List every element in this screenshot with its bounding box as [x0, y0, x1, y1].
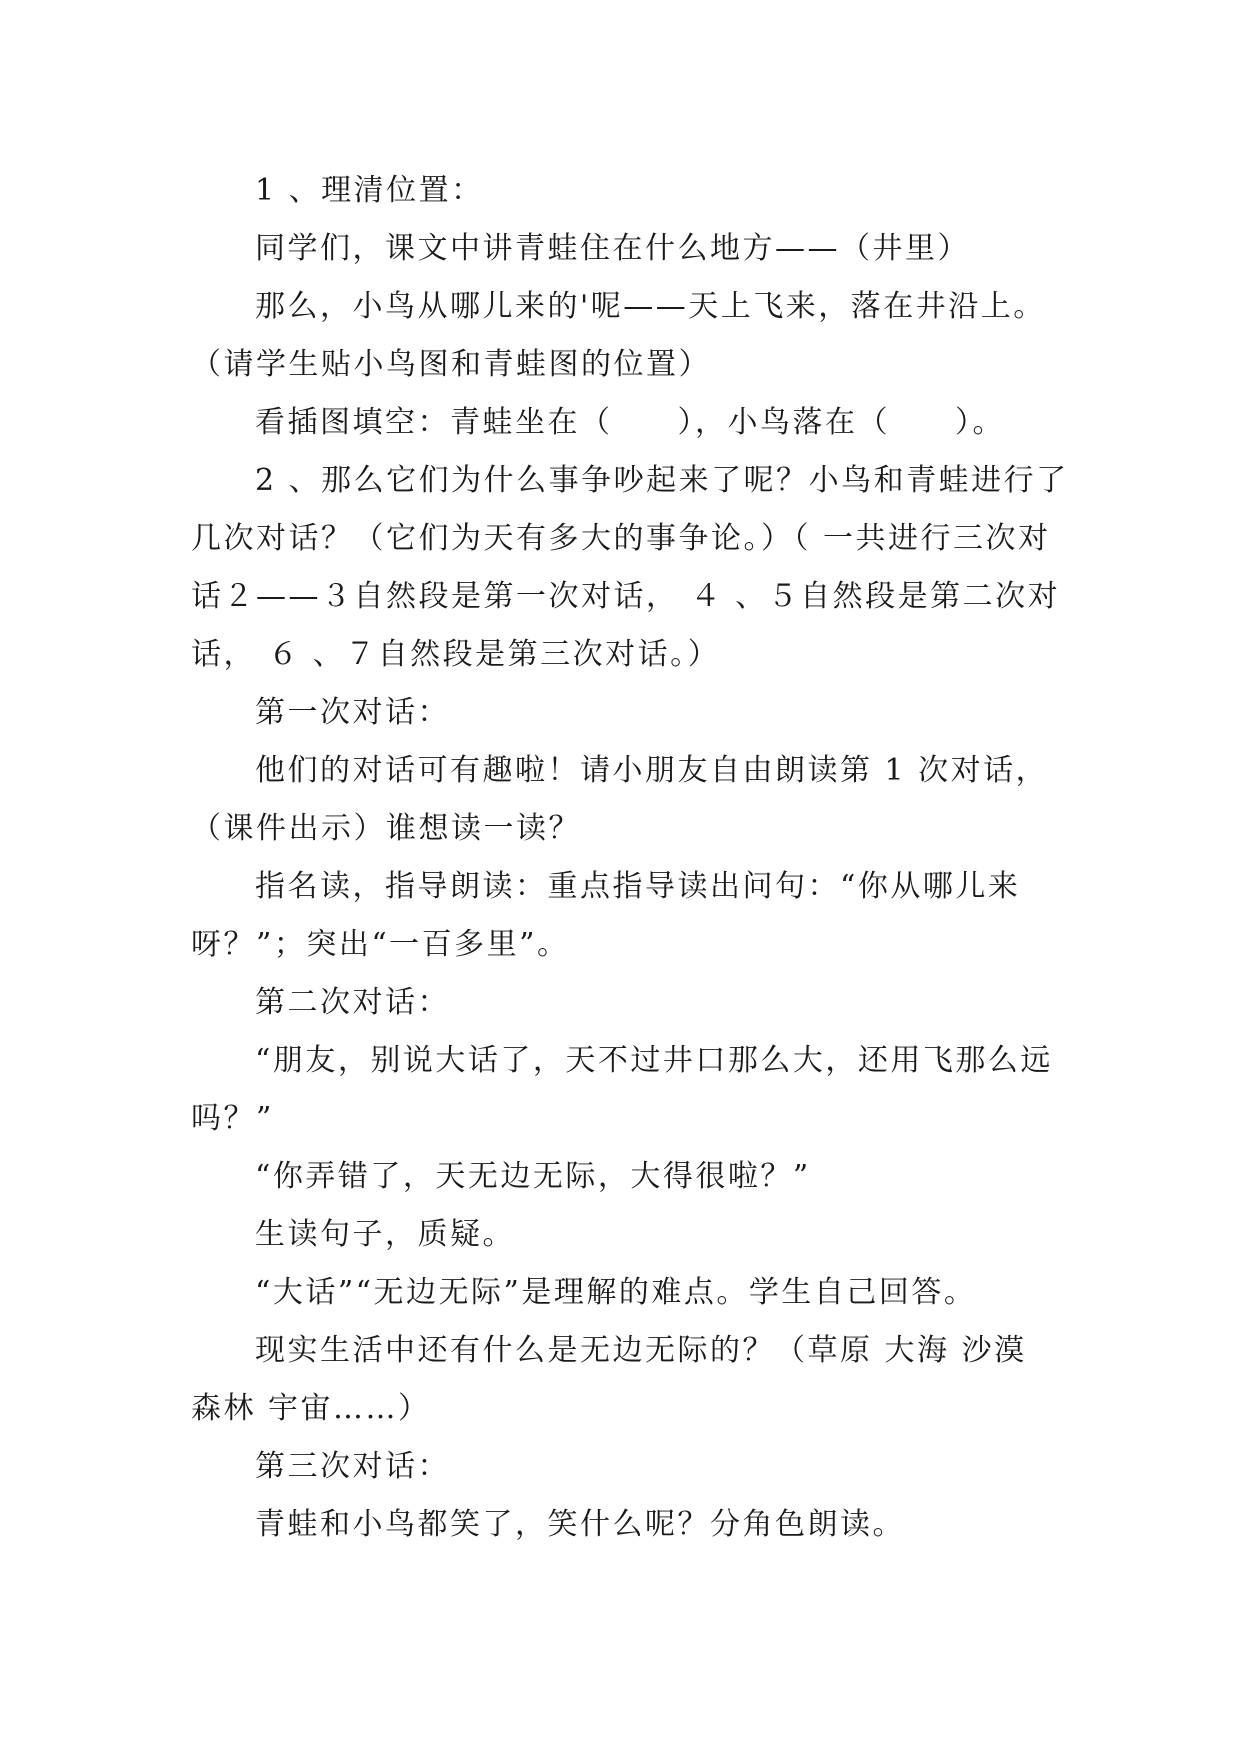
document-body: [191, 162, 1071, 1554]
paragraph: 第二次对话：: [255, 985, 450, 1020]
paragraph: 那么，小鸟从哪儿来的'呢——天上飞来，落在井沿上。（请学生贴小鸟图和青蛙图的位置）: [191, 289, 1046, 382]
paragraph: 现实生活中还有什么是无边无际的？（草原 大海 沙漠 森林 宇宙……）: [191, 1333, 1027, 1426]
paragraph: 第三次对话：: [255, 1449, 450, 1484]
paragraph: 同学们，课文中讲青蛙住在什么地方——（井里）: [255, 231, 970, 266]
paragraph: 指名读，指导朗读：重点指导读出问句：“你从哪儿来呀？”；突出“一百多里”。: [191, 869, 1021, 962]
paragraph: 第一次对话：: [255, 695, 450, 730]
paragraph: 生读句子，质疑。: [255, 1217, 515, 1252]
paragraph: “大话”“无边无际”是理解的难点。学生自己回答。: [255, 1275, 977, 1310]
paragraph: “朋友，别说大话了，天不过井口那么大，还用飞那么远吗？”: [191, 1043, 1053, 1136]
paragraph: 1 、理清位置：: [255, 173, 484, 208]
paragraph: “你弄错了，天无边无际，大得很啦？”: [255, 1159, 811, 1194]
paragraph: 他们的对话可有趣啦！请小朋友自由朗读第 1 次对话，（课件出示）谁想读一读？: [191, 753, 1049, 846]
paragraph: 看插图填空：青蛙坐在（ ），小鸟落在（ ）。: [255, 405, 1005, 440]
paragraph: 青蛙和小鸟都笑了，笑什么呢？分角色朗读。: [255, 1507, 905, 1542]
paragraph: 2 、那么它们为什么事争吵起来了呢？小鸟和青蛙进行了几次对话？（它们为天有多大的事争论。）（ 一共进行三次对话２——３自然段是第一次对话， ４ 、５自然段是第二次对话， ６ 、７自然段是第三次对话。）: [191, 463, 1069, 672]
